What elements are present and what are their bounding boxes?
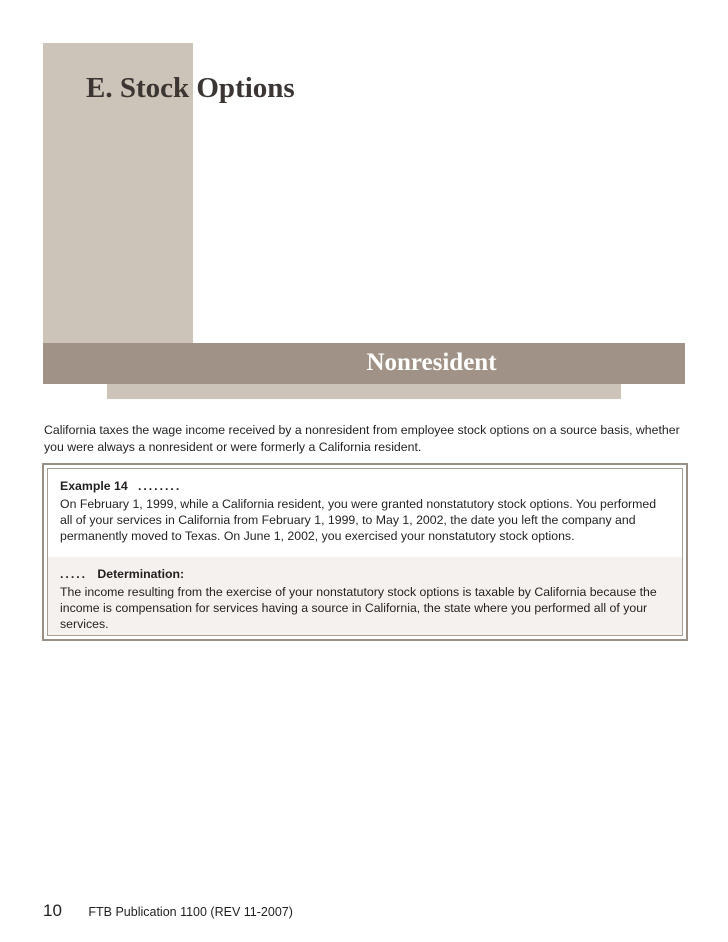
- determination-text: The income resulting from the exercise of your nonstatutory stock options is taxable by California because the income is compensation for services having a source in California, the state where you performed all of your services.: [60, 585, 657, 631]
- example-box-inner: [47, 468, 683, 636]
- determination-heading: [60, 567, 670, 582]
- intro-paragraph: California taxes the wage income received by a nonresident from employee stock options on a source basis, whether you were always a nonresident or were formerly a California resident.: [44, 423, 680, 454]
- determination-section: [48, 557, 682, 635]
- publication-label: FTB Publication 1100 (REV 11-2007): [88, 905, 293, 919]
- decorative-under-bar: [107, 384, 621, 399]
- example-heading: [60, 479, 670, 494]
- determination-label: Determination:: [97, 567, 185, 581]
- example-dots: ........: [137, 479, 182, 493]
- example-label: Example 14: [60, 479, 128, 493]
- page-footer: [43, 901, 293, 921]
- example-section: [48, 469, 682, 557]
- section-title: E. Stock Options: [86, 72, 295, 104]
- determination-dots: .....: [60, 567, 88, 581]
- example-box: [42, 463, 688, 641]
- example-text: On February 1, 1999, while a California resident, you were granted nonstatutory stock options. You performed all of your services in California from February 1, 1999, to May 1, 2002, the date you left the company and permanently moved to Texas. On June 1, 2002, you exercised your nonstatutory stock options.: [60, 497, 657, 543]
- page-number: 10: [43, 901, 62, 920]
- nonresident-band: [43, 343, 685, 384]
- band-title: Nonresident: [366, 349, 497, 376]
